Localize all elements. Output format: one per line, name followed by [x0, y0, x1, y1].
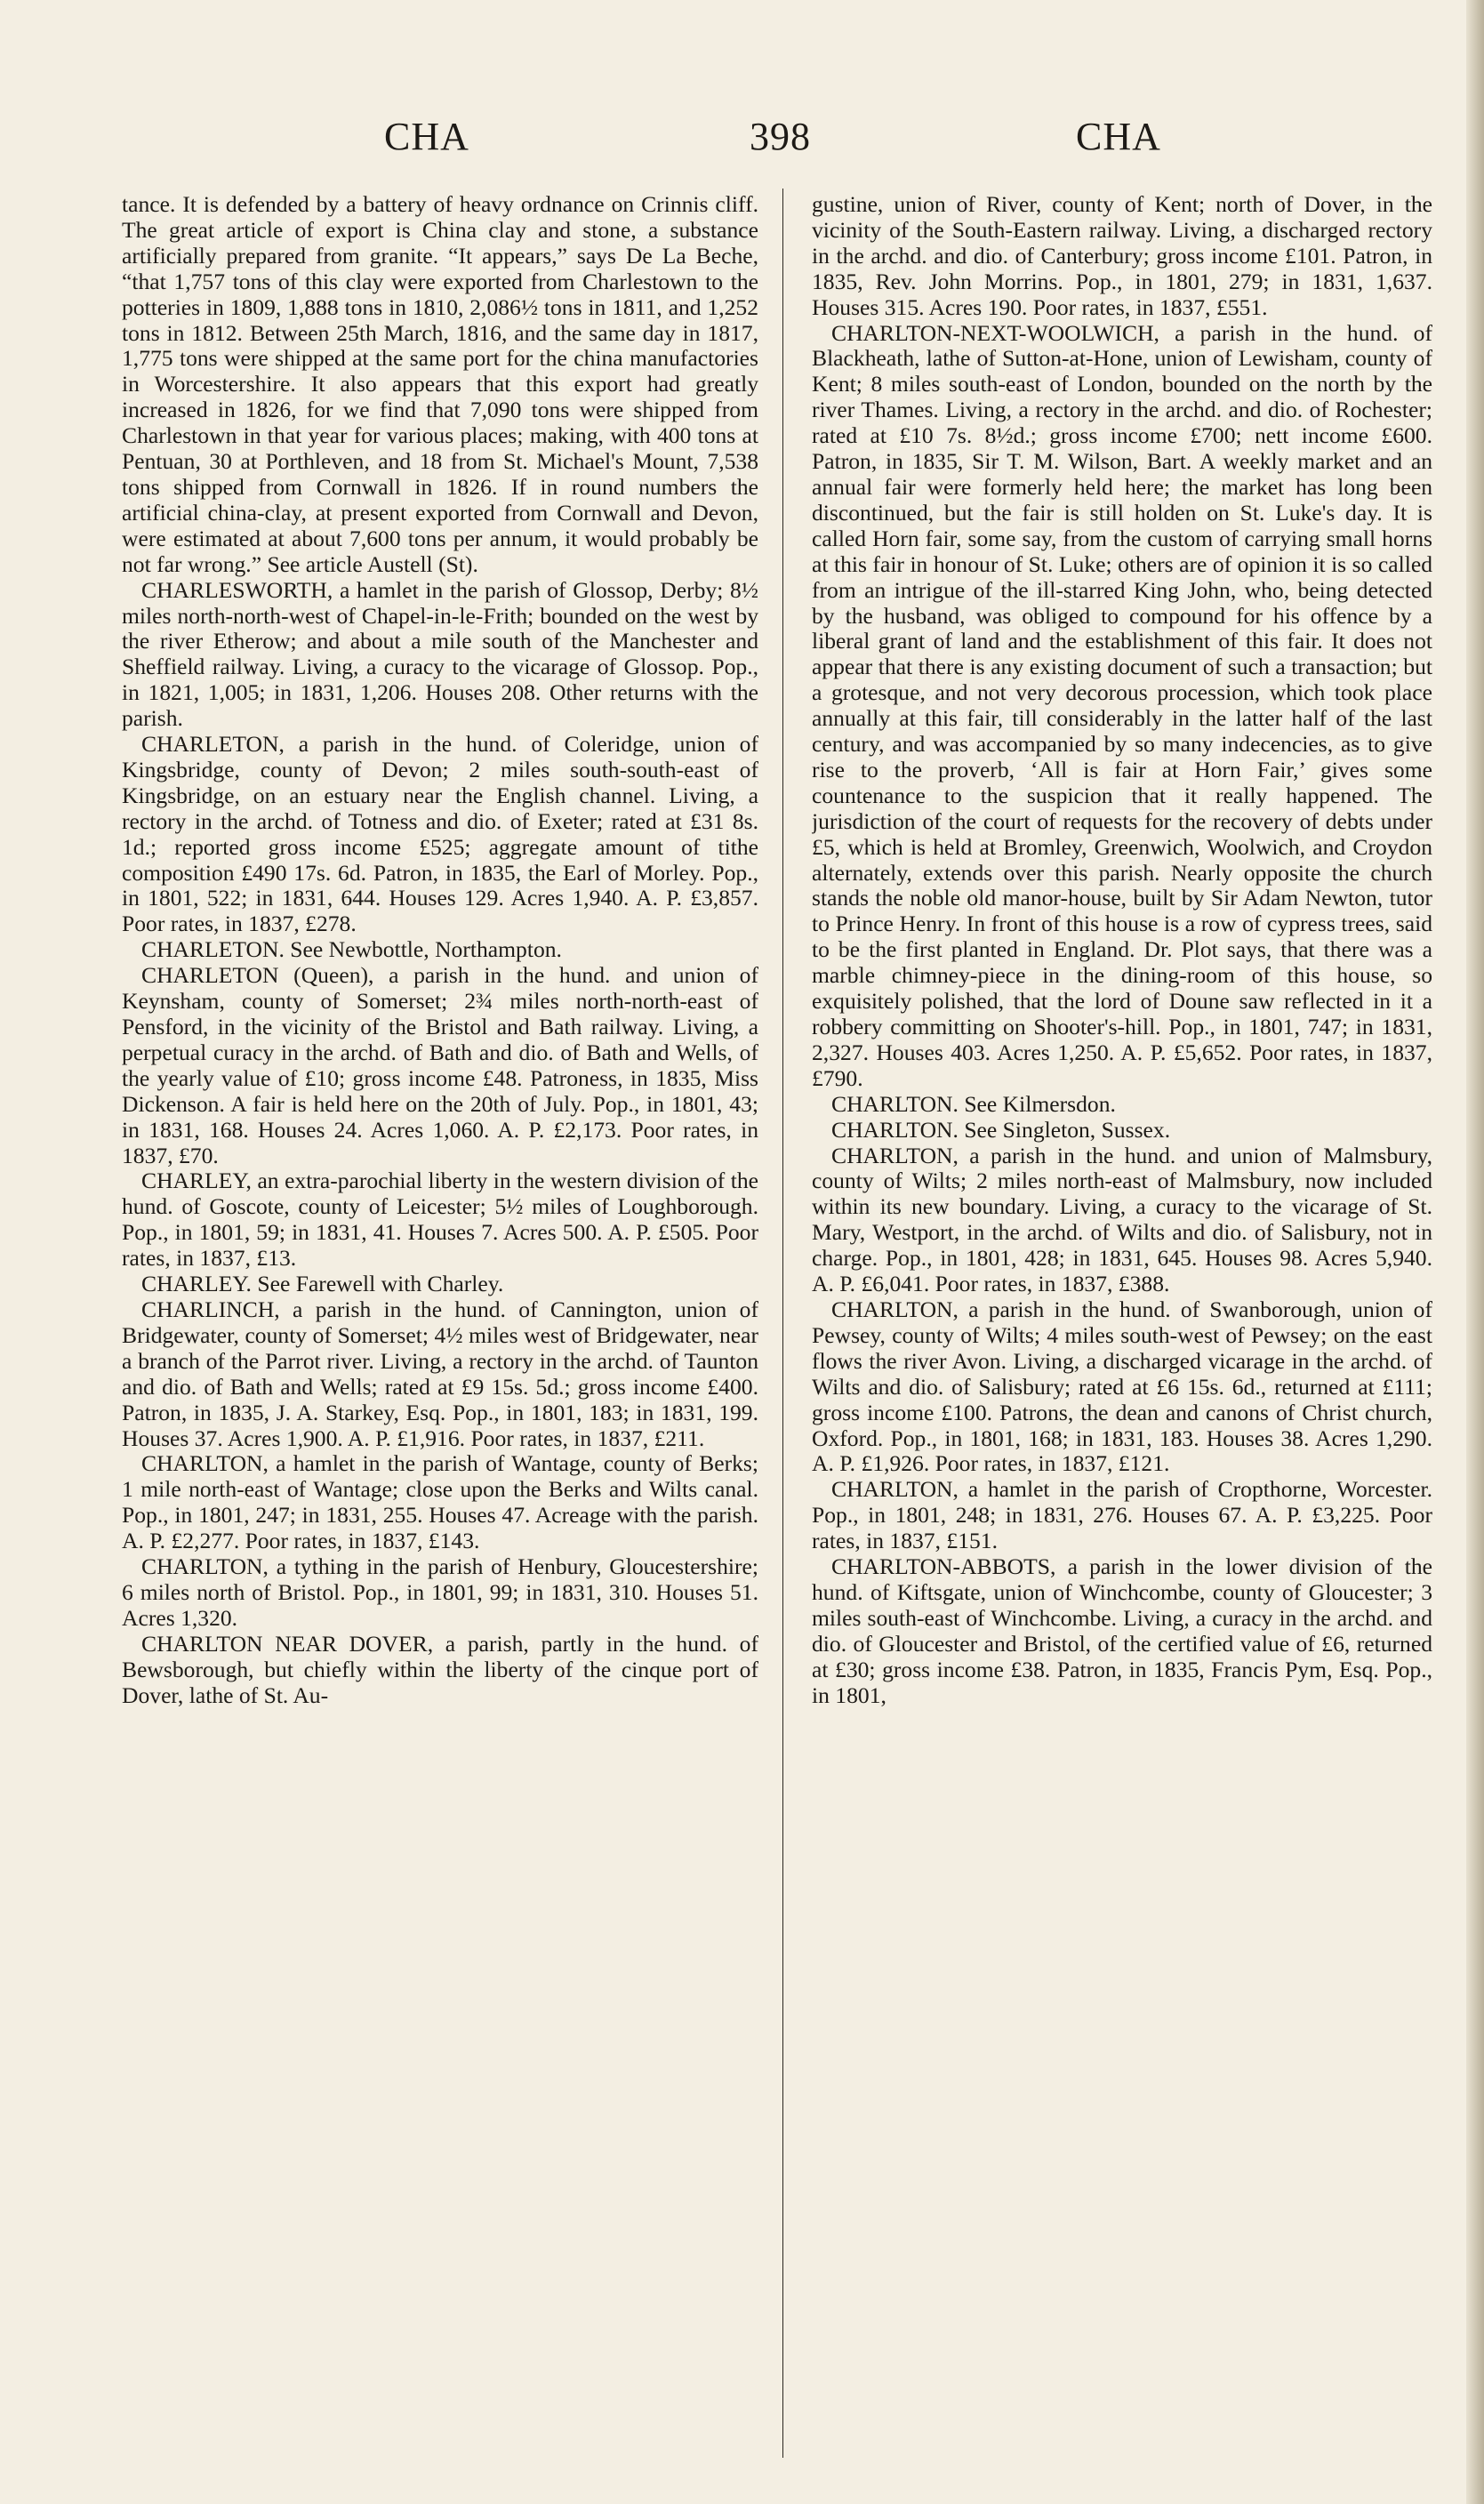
header-right-heading: CHA	[1076, 115, 1161, 158]
page-edge	[1466, 0, 1484, 2504]
column-divider	[782, 189, 783, 2458]
entry-charlton-henbury: CHARLTON, a tything in the parish of Henbury, Gloucestershire; 6 miles north of Bristol. Pop., in 1801, 99; in 1831, 310. Houses 51. Acres 1,320.	[122, 1553, 758, 1631]
entry-charlton-near-dover: CHARLTON NEAR DOVER, a parish, partly in the hund. of Bewsborough, but chiefly within the liberty of the cinque port of Dover, lathe of St. Au-	[122, 1630, 758, 1708]
page-number: 398	[750, 115, 811, 158]
paragraph: tance. It is defended by a battery of heavy ordnance on Crinnis cliff. The great article of export is China clay and stone, a substance artificially prepared from granite. “It appears,” says De La Beche, “that 1,757 tons of this clay were exported from Charlestown to the potteries in 1809, 1,888 tons in 1810, 2,086½ tons in 1811, and 1,252 tons in 1812. Between 25th March, 1816, and the same day in 1817, 1,775 tons were shipped at the same port for the china manufactories in Worcestershire. It also appears that this export had greatly increased in 1826, for we find that 7,090 tons were shipped from Charlestown in that year for various places; making, with 400 tons at Pentuan, 30 at Porthleven, and 18 from St. Michael's Mount, 7,538 tons shipped from Cornwall in 1826. If in round numbers the artificial china-clay, at present exported from Cornwall and Devon, were estimated at about 7,600 tons per annum, it would probably be not far wrong.” See article Austell (St).	[122, 192, 758, 577]
entry-charlton-next-woolwich: CHARLTON-NEXT-WOOLWICH, a parish in the hund. of Blackheath, lathe of Sutton-at-Hone, union of Lewisham, county of Kent; 8 miles south-east of London, bounded on the north by the river Thames. Living, a rectory in the archd. and dio. of Rochester; rated at £10 7s. 8½d.; gross income £700; nett income £600. Patron, in 1835, Sir T. M. Wilson, Bart. A weekly market and an annual fair were formerly held here; the market has long been discontinued, but the fair is still holden on St. Luke's day. It is called Horn fair, some say, from the custom of carrying small horns at this fair in honour of St. Luke; others are of opinion it is so called from an intrigue of the ill-starred King John, who, being detected by the husband, was obliged to compound for his offence by a liberal grant of land and the establishment of this fair. It does not appear that there is any existing document of such a transaction; but a grotesque, and not very decorous procession, which took place annually at this fair, till considerably in the latter half of the last century, and was accompanied by so many indecencies, as to give rise to the proverb, ‘All is fair at Horn Fair,’ gives some countenance to the suspicion that it really happened. The jurisdiction of the court of requests for the recovery of debts under £5, which is held at Bromley, Greenwich, Woolwich, and Croydon alternately, extends over this parish. Nearly opposite the church stands the noble old manor-house, built by Sir Adam Newton, tutor to Prince Henry. In front of this house is a row of cypress trees, said to be the first planted in England. Dr. Plot says, that there was a marble chimney-piece in the dining-room of this house, so exquisitely polished, that the lord of Doune saw reflected in it a robbery committing on Shooter's-hill. Pop., in 1801, 747; in 1831, 2,327. Houses 403. Acres 1,250. A. P. £5,652. Poor rates, in 1837, £790.	[812, 319, 1432, 1091]
entry-charleton-queen: CHARLETON (Queen), a parish in the hund. and union of Keynsham, county of Somerset; 2¾ miles north-north-east of Pensford, in the vicinity of the Bristol and Bath railway. Living, a perpetual curacy in the archd. of Bath and dio. of Bath and Wells, of the yearly value of £10; gross income £48. Patroness, in 1835, Miss Dickenson. A fair is held here on the 20th of July. Pop., in 1801, 43; in 1831, 168. Houses 24. Acres 1,060. A. P. £2,173. Poor rates, in 1837, £70.	[122, 962, 758, 1168]
entry-charleton: CHARLETON, a parish in the hund. of Coleridge, union of Kingsbridge, county of Devon; 2 miles south-south-east of Kingsbridge, on an estuary near the English channel. Living, a rectory in the archd. of Totness and dio. of Exeter; rated at £31 8s. 1d.; reported gross income £525; aggregate amount of tithe composition £490 17s. 6d. Patron, in 1835, the Earl of Morley. Pop., in 1801, 522; in 1831, 644. Houses 129. Acres 1,940. A. P. £3,857. Poor rates, in 1837, £278.	[122, 731, 758, 937]
entry-charlton-see-singleton: CHARLTON. See Singleton, Sussex.	[831, 1116, 1171, 1143]
running-header	[0, 114, 1484, 167]
entry-charlton-malmsbury: CHARLTON, a parish in the hund. and union of Malmsbury, county of Wilts; 2 miles north-east of Malmsbury, now included within its new boundary. Living, a curacy to the vicarage of St. Mary, Westport, in the archd. of Wilts and dio. of Salisbury, not in charge. Pop., in 1801, 428; in 1831, 645. Houses 98. Acres 5,940. A. P. £6,041. Poor rates, in 1837, £388.	[812, 1142, 1432, 1297]
entry-charleton-see: CHARLETON. See Newbottle, Northampton.	[141, 936, 562, 963]
entry-charlton-see-kilmersdon: CHARLTON. See Kilmersdon.	[831, 1090, 1116, 1117]
entry-charlton-swanborough: CHARLTON, a parish in the hund. of Swanborough, union of Pewsey, county of Wilts; 4 miles south-west of Pewsey; on the east flows the river Avon. Living, a discharged vicarage in the archd. of Wilts and dio. of Salisbury; rated at £6 15s. 6d., returned at £111; gross income £100. Patrons, the dean and canons of Christ church, Oxford. Pop., in 1801, 168; in 1831, 183. Houses 38. Acres 1,290. A. P. £1,926. Poor rates, in 1837, £121.	[812, 1296, 1432, 1477]
entry-charlton-abbots: CHARLTON-ABBOTS, a parish in the lower division of the hund. of Kiftsgate, union of Winchcombe, county of Gloucester; 3 miles south-east of Winchcombe. Living, a curacy in the archd. and dio. of Gloucester and Bristol, of the certified value of £6, returned at £30; gross income £38. Patron, in 1835, Francis Pym, Esq. Pop., in 1801,	[812, 1553, 1432, 1708]
entry-charlton-wantage: CHARLTON, a hamlet in the parish of Wantage, county of Berks; 1 mile north-east of Wantage; close upon the Berks and Wilts canal. Pop., in 1801, 247; in 1831, 255. Houses 47. Acreage with the parish. A. P. £2,277. Poor rates, in 1837, £143.	[122, 1450, 758, 1554]
entry-charley-see: CHARLEY. See Farewell with Charley.	[141, 1271, 504, 1297]
entry-charlton-cropthorne: CHARLTON, a hamlet in the parish of Cropthorne, Worcester. Pop., in 1801, 248; in 1831, 276. Houses 67. A. P. £3,225. Poor rates, in 1837, £151.	[812, 1476, 1432, 1554]
right-column	[812, 192, 1432, 2468]
paragraph: gustine, union of River, county of Kent; north of Dover, in the vicinity of the South-Eastern railway. Living, a discharged rectory in the archd. and dio. of Canterbury; gross income £101. Patron, in 1835, Rev. John Morrins. Pop., in 1801, 279; in 1831, 1,637. Houses 315. Acres 190. Poor rates, in 1837, £551.	[812, 192, 1432, 320]
entry-charlesworth: CHARLESWORTH, a hamlet in the parish of Glossop, Derby; 8½ miles north-north-west of Chapel-in-le-Frith; bounded on the west by the river Etherow; and about a mile south of the Manchester and Sheffield railway. Living, a curacy to the vicarage of Glossop. Pop., in 1821, 1,005; in 1831, 1,206. Houses 208. Other returns with the parish.	[122, 576, 758, 732]
entry-charlinch: CHARLINCH, a parish in the hund. of Cannington, union of Bridgewater, county of Somerset; 4½ miles west of Bridgewater, near a branch of the Parrot river. Living, a rectory in the archd. of Taunton and dio. of Bath and Wells; rated at £9 15s. 5d.; gross income £400. Patron, in 1835, J. A. Starkey, Esq. Pop., in 1801, 183; in 1831, 199. Houses 37. Acres 1,900. A. P. £1,916. Poor rates, in 1837, £211.	[122, 1296, 758, 1451]
header-left-heading: CHA	[384, 115, 469, 158]
left-column	[122, 192, 758, 2468]
entry-charley: CHARLEY, an extra-parochial liberty in the western division of the hund. of Goscote, county of Leicester; 5½ miles of Loughborough. Pop., in 1801, 59; in 1831, 41. Houses 7. Acres 500. A. P. £505. Poor rates, in 1837, £13.	[122, 1168, 758, 1272]
